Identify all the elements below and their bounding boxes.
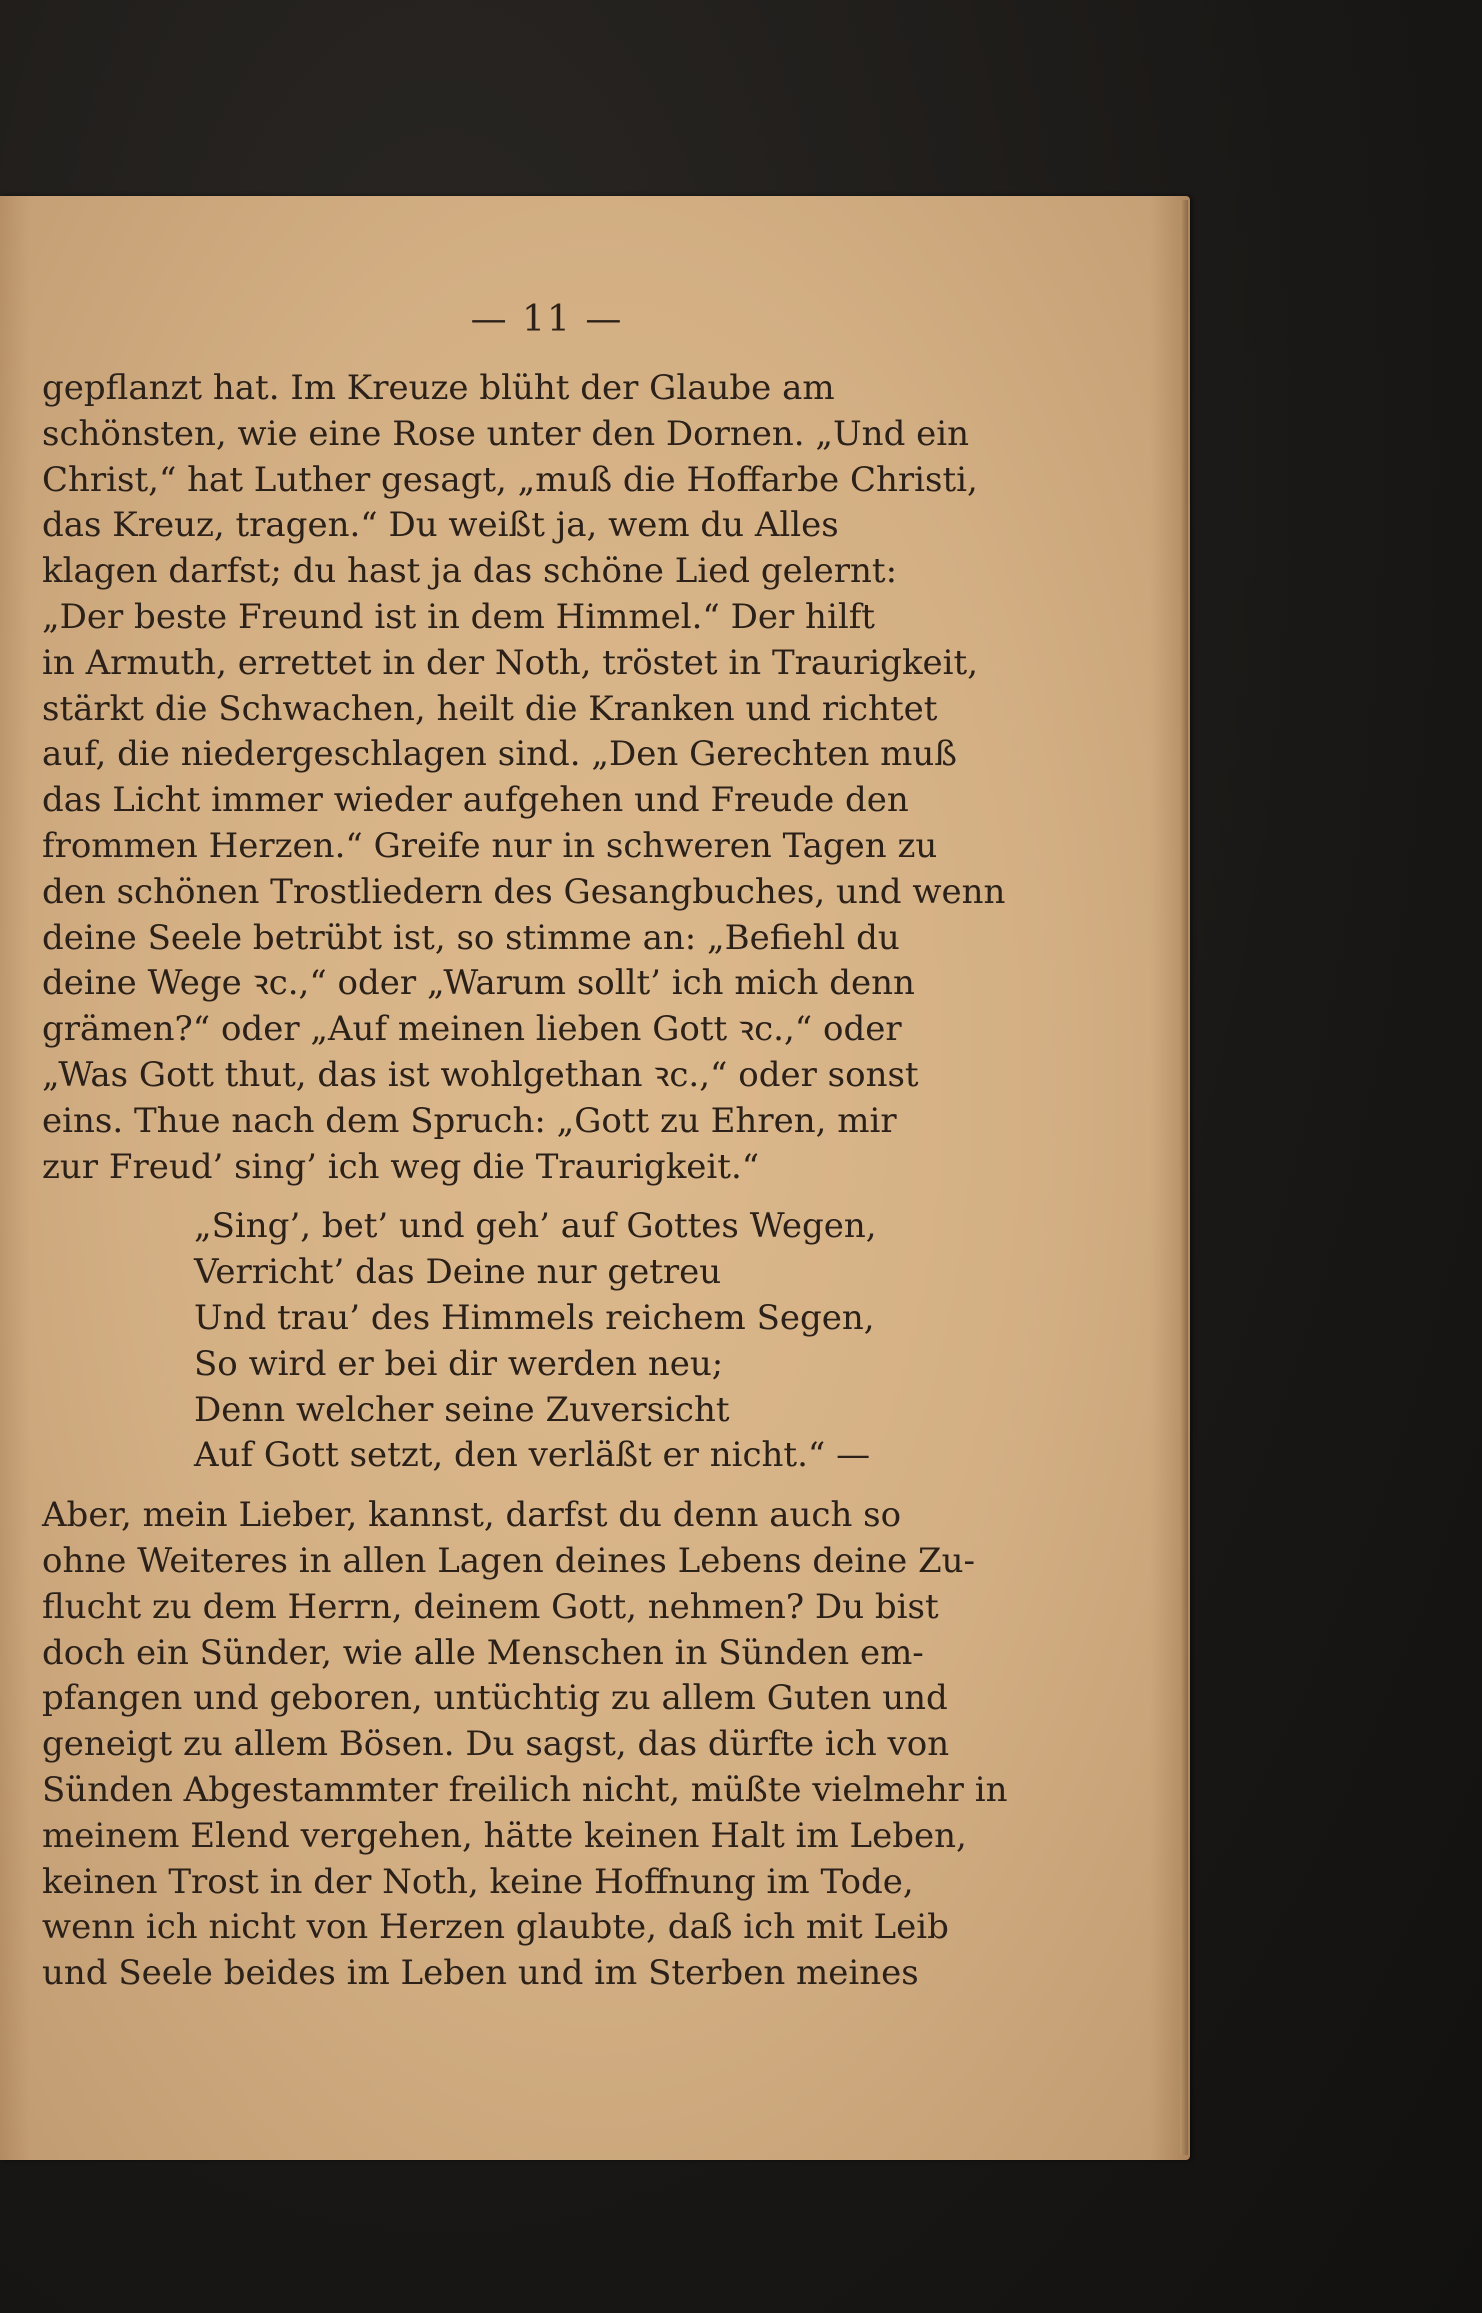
page-content bbox=[42, 292, 1052, 1997]
page-edge bbox=[1180, 200, 1188, 2155]
poem-stanza: „Sing’, bet’ und geh’ auf Gottes Wegen, Verricht’ das Deine nur getreu Und trau’ des Himmels reichem Segen, So wird er bei dir werden neu; Denn welcher seine Zuversicht Auf Gott setzt, den verläßt er nicht.“ — bbox=[194, 1206, 877, 1476]
paragraph: Aber, mein Lieber, kannst, darfst du denn auch so ohne Weiteres in allen Lagen deines Lebens deine Zu- flucht zu dem Herrn, deinem Gott, nehmen? Du bist doch ein Sünder, wie alle Menschen in Sünden em- pfangen und geboren, untüchtig zu allem Guten und geneigt zu allem Bösen. Du sagst, das dürfte ich von Sünden Abgestammter freilich nicht, müßte vielmehr in meinem Elend vergehen, hätte keinen Halt im Leben, keinen Trost in der Noth, keine Hoffnung im Tode, wenn ich nicht von Herzen glaubte, daß ich mit Leib und Seele beides im Leben und im Sterben meines bbox=[42, 1495, 1008, 1994]
book-page bbox=[0, 196, 1190, 2160]
paragraph: gepflanzt hat. Im Kreuze blüht der Glaube am schönsten, wie eine Rose unter den Dornen. „Und ein Christ,“ hat Luther gesagt, „muß die Hoffarbe Christi, das Kreuz, tragen.“ Du weißt ja, wem du Alles klagen darfst; du hast ja das schöne Lied gelernt: „Der beste Freund ist in dem Himmel.“ Der hilft in Armuth, errettet in der Noth, tröstet in Traurigkeit, stärkt die Schwachen, heilt die Kranken und richtet auf, die niedergeschlagen sind. „Den Gerechten muß das Licht immer wieder aufgehen und Freude den frommen Herzen.“ Greife nur in schweren Tagen zu den schönen Trostliedern des Gesangbuches, und wenn deine Seele betrübt ist, so stimme an: „Befiehl du deine Wege ꝛc.,“ oder „Warum sollt’ ich mich denn grämen?“ oder „Auf meinen lieben Gott ꝛc.,“ oder „Was Gott thut, das ist wohlgethan ꝛc.,“ oder sonst eins. Thue nach dem Spruch: „Gott zu Ehren, mir zur Freud’ sing’ ich weg die Traurigkeit.“ bbox=[42, 368, 1006, 1187]
page-number: — 11 — bbox=[470, 299, 624, 340]
